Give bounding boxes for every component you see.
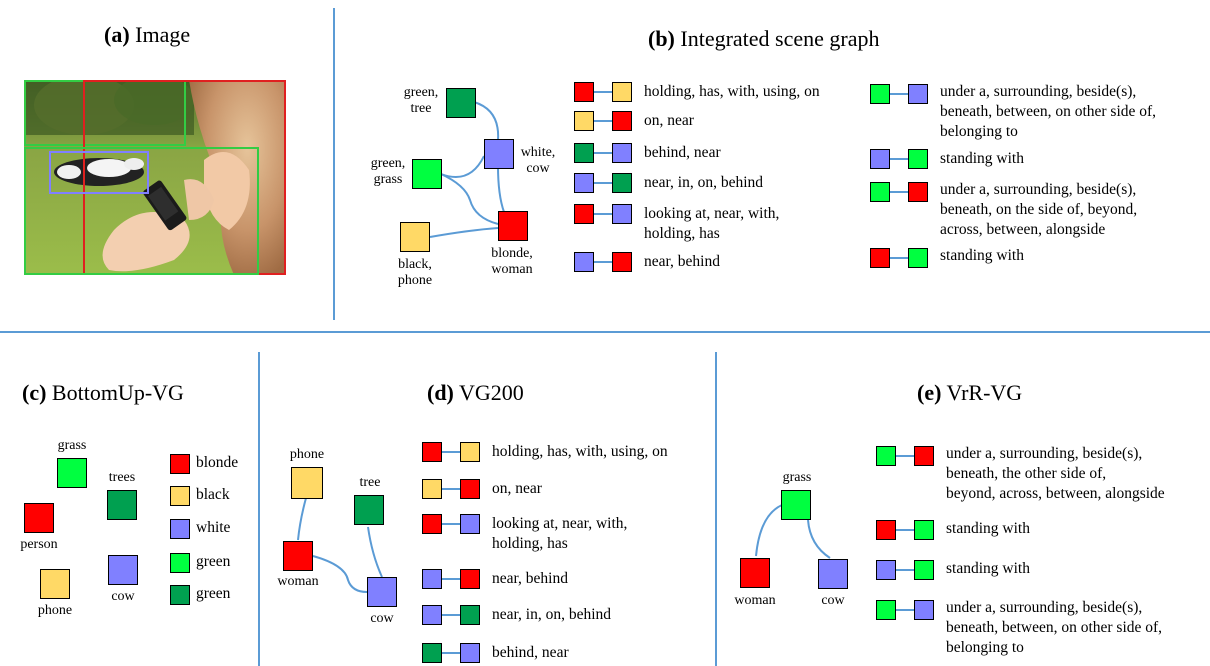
c-legend-green-light: green — [196, 553, 231, 570]
c-legend-green-dark-swatch — [170, 585, 190, 605]
b-rel-2: on, near — [644, 112, 694, 129]
c-legend-blonde: blonde — [196, 454, 239, 471]
divider-bottom-right — [715, 352, 717, 666]
d-tree-label: tree — [359, 475, 381, 490]
panel-e-title: (e) VrR-VG — [917, 380, 1023, 405]
d-woman-label: woman — [277, 574, 319, 589]
c-legend-white-swatch — [170, 519, 190, 539]
d-node-tree — [354, 495, 384, 525]
b-rel-8: standing with — [940, 150, 1024, 167]
panel-a-title: (a) Image — [104, 22, 191, 47]
e-cow-label: cow — [821, 593, 845, 608]
d-rel-5: near, in, on, behind — [492, 606, 612, 623]
b-rel-7: under a, surrounding, beside(s), beneath, between, on other side of, belonging to — [940, 83, 1157, 140]
divider-top — [333, 8, 335, 320]
node-cow — [484, 139, 514, 169]
node-tree — [446, 88, 476, 118]
c-trees-label: trees — [108, 470, 136, 485]
e-rel-3: standing with — [946, 560, 1030, 577]
e-rel-4: under a, surrounding, beside(s), beneath, between, on other side of, belonging to — [946, 599, 1163, 656]
b-rel-3: behind, near — [644, 144, 721, 161]
node-grass-label: green, grass — [370, 156, 406, 187]
b-rel-6: near, behind — [644, 253, 720, 270]
c-grass-label: grass — [57, 438, 87, 453]
c-node-trees — [107, 490, 137, 520]
node-tree-label: green, tree — [403, 85, 439, 116]
node-woman — [498, 211, 528, 241]
divider-bottom-left — [258, 352, 260, 666]
c-node-person — [24, 503, 54, 533]
b-rel-1: holding, has, with, using, on — [644, 83, 820, 100]
scene-photo — [24, 80, 286, 275]
b-rel-10: standing with — [940, 247, 1024, 264]
e-grass-label: grass — [782, 470, 812, 485]
c-legend-black: black — [196, 486, 230, 503]
e-node-woman — [740, 558, 770, 588]
b-rel-9: under a, surrounding, beside(s), beneath, on the side of, beyond, across, between, alongside — [940, 181, 1138, 238]
c-legend-black-swatch — [170, 486, 190, 506]
d-node-woman — [283, 541, 313, 571]
c-cow-label: cow — [111, 589, 135, 604]
c-legend-green-light-swatch — [170, 553, 190, 573]
node-cow-label: white, cow — [520, 145, 556, 176]
c-legend-blonde-swatch — [170, 454, 190, 474]
b-rel-5: looking at, near, with, holding, has — [644, 205, 780, 242]
node-phone-label: black, phone — [397, 257, 433, 288]
b-rel-4: near, in, on, behind — [644, 174, 764, 191]
d-node-phone — [291, 467, 323, 499]
c-node-phone — [40, 569, 70, 599]
e-node-cow — [818, 559, 848, 589]
c-legend-green-dark: green — [196, 585, 231, 602]
node-woman-label: blonde, woman — [491, 246, 533, 277]
e-rel-2: standing with — [946, 520, 1030, 537]
c-node-cow — [108, 555, 138, 585]
d-rel-1: holding, has, with, using, on — [492, 443, 668, 460]
panel-b-title: (b) Integrated scene graph — [648, 26, 880, 51]
e-rel-1: under a, surrounding, beside(s), beneath, the other side of, beyond, across, between, alongside — [946, 445, 1165, 502]
panel-d-title: (d) VG200 — [427, 380, 524, 405]
d-node-cow — [367, 577, 397, 607]
e-node-grass — [781, 490, 811, 520]
d-rel-6: behind, near — [492, 644, 569, 661]
d-rel-3: looking at, near, with, holding, has — [492, 515, 628, 552]
d-phone-label: phone — [289, 447, 325, 462]
c-person-label: person — [20, 537, 58, 552]
c-legend-white: white — [196, 519, 231, 536]
c-node-grass — [57, 458, 87, 488]
node-phone — [400, 222, 430, 252]
divider-middle — [0, 331, 1210, 333]
d-cow-label: cow — [370, 611, 394, 626]
d-rel-4: near, behind — [492, 570, 568, 587]
panel-c-title: (c) BottomUp-VG — [22, 380, 184, 405]
e-woman-label: woman — [734, 593, 776, 608]
node-grass — [412, 159, 442, 189]
d-rel-2: on, near — [492, 480, 542, 497]
c-phone-label: phone — [37, 603, 73, 618]
